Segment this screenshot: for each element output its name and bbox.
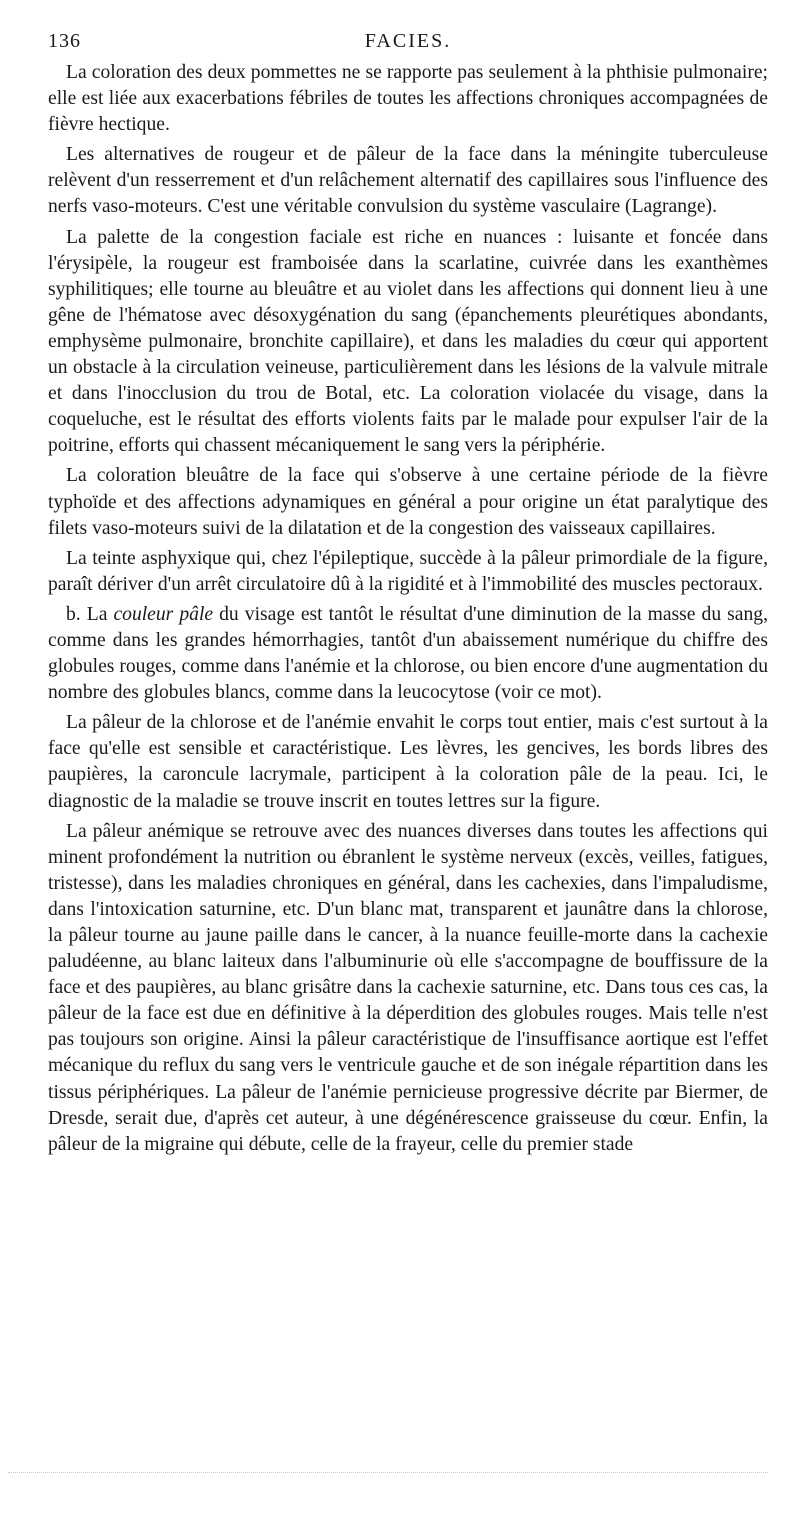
paragraph-b-italic-term: couleur pâle [113,603,214,625]
paragraph-coloration-bleuatre: La coloration bleuâtre de la face qui s'observe à une certaine période de la fièvre typhoïde et des affections adynamiques en général a pour origine un état paralytique des filets vaso-moteurs suivi de la dilatation et de la congestion des vaisseaux capillaires. [48,465,768,539]
paragraph-b-prefix: b. La [66,603,114,625]
paragraph-pommettes: La coloration des deux pommettes ne se rapporte pas seulement à la phthisie pulmonaire; elle est liée aux exacerbations fébriles de toutes les affections chroniques accompagnées de fièvre hectique. [48,62,768,136]
paragraph-chlorose: La pâleur de la chlorose et de l'anémie envahit le corps tout entier, mais c'est surtout à la face qu'elle est sensible et caractéristique. Les lèvres, les gencives, les bords libres des paupières, la caroncule lacrymale, participent à la coloration pâle de la peau. Ici, le diagnostic de la maladie se trouve inscrit en toutes lettres sur la figure. [48,712,768,812]
body-text [48,60,768,1158]
page-number: 136 [48,30,81,52]
running-title: FACIES. [364,30,452,52]
paragraph-meningite: Les alternatives de rougeur et de pâleur de la face dans la méningite tuberculeuse relèvent d'un resserrement et d'un relâchement alternatif des capillaires sous l'influence des nerfs vaso-moteurs. C'est une véritable convulsion du système vasculaire (Lagrange). [48,144,768,218]
book-page [48,30,768,1162]
paragraph-teinte-asphyxique: La teinte asphyxique qui, chez l'épileptique, succède à la pâleur primordiale de la figure, paraît dériver d'un arrêt circulatoire dû à la rigidité et à l'immobilité des muscles pectoraux. [48,547,768,595]
paragraph-paleur-anemique: La pâleur anémique se retrouve avec des nuances diverses dans toutes les affections qui minent profondément la nutrition ou ébranlent le système nerveux (excès, veilles, fatigues, tristesse), dans les maladies chroniques en général, dans les cachexies, dans l'impaludisme, dans l'intoxication saturnine, etc. D'un blanc mat, transparent et jaunâtre dans la chlorose, la pâleur tourne au jaune paille dans le cancer, à la nuance feuille-morte dans la cachexie paludéenne, au blanc laiteux dans l'albuminurie où elle s'accompagne de bouffissure de la face et des paupières, au blanc grisâtre dans la cachexie saturnine, etc. Dans tous ces cas, la pâleur de la face est due en définitive à la déperdition des globules rouges. Mais telle n'est pas toujours son origine. Ainsi la pâleur caractéristique de l'insuffisance aortique est l'effet mécanique du reflux du sang vers le ventricule gauche et de son inégale répartition dans les tissus périphériques. La pâleur de l'anémie pernicieuse progressive décrite par Biermer, de Dresde, serait due, d'après cet auteur, à une dégénérescence graisseuse du cœur. Enfin, la pâleur de la migraine qui débute, celle de la frayeur, celle du premier stade [48,820,768,1155]
paragraph-couleur-pale [48,602,768,706]
paragraph-congestion: La palette de la congestion faciale est riche en nuances : luisante et foncée dans l'érysipèle, la rougeur est framboisée dans la scarlatine, cuivrée dans les exanthèmes syphilitiques; elle tourne au bleuâtre et au violet dans les affections qui donnent lieu à une gêne de l'hématose avec désoxygénation du sang (épanchements pleurétiques abondants, emphysème pulmonaire, bronchite capillaire), et dans les maladies du cœur qui apportent un obstacle à la circulation veineuse, particulièrement dans les lésions de la valvule mitrale et dans l'inocclusion du trou de Botal, etc. La coloration violacée du visage, dans la coqueluche, est le résultat des efforts violents faits par le malade pour expulser l'air de la poitrine, efforts qui chassent mécaniquement le sang vers la périphérie. [48,226,768,457]
page-header [48,30,768,60]
scan-artifact-line [8,1472,768,1475]
paragraph-b-rest: du visage est tantôt le résultat d'une diminution de la masse du sang, comme dans les grandes hémorrhagies, tantôt d'un abaissement numérique du chiffre des globules rouges, comme dans l'anémie et la chlorose, ou bien encore d'une augmentation du nombre des globules blancs, comme dans la leucocytose (voir ce mot). [48,603,768,704]
